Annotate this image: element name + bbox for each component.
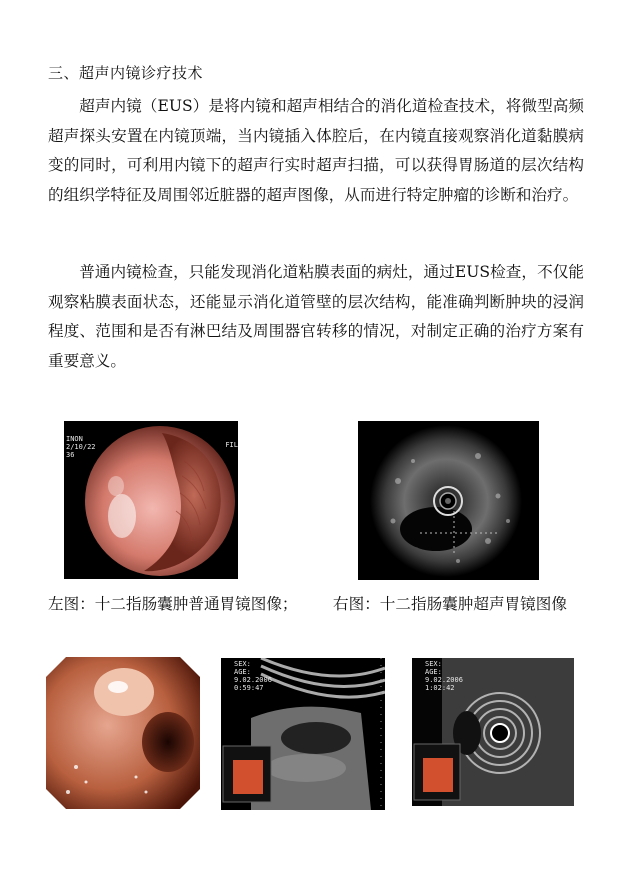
eus-radial-image-duodenal-cyst xyxy=(358,421,539,580)
paragraph-eus-advantages: 普通内镜检查，只能发现消化道粘膜表面的病灶，通过EUS检查，不仅能观察粘膜表面状态，还能显示消化道管壁的层次结构，能准确判断肿块的浸润程度、范围和是否有淋巴结及周围器官转移的情况，对制定正确的治疗方案有重要意义。 xyxy=(48,263,584,370)
endoscopy-image-duodenal-cyst xyxy=(64,421,238,579)
endoscopy-overlay-label: FIL xyxy=(225,441,238,449)
ultrasound-image-2 xyxy=(221,658,385,810)
endoscopy-overlay-text: INON 2/10/22 36 xyxy=(66,435,96,459)
ultrasound-image-3 xyxy=(412,658,574,806)
ultrasound-2-overlay-text: SEX: AGE: 9.02.2006 0:59:47 xyxy=(234,660,272,692)
caption-left: 左图：十二指肠囊肿普通胃镜图像； xyxy=(48,595,298,613)
ultrasound-3-overlay-text: SEX: AGE: 9.02.2006 1:02:42 xyxy=(425,660,463,692)
section-heading: 三、超声内镜诊疗技术 xyxy=(48,64,204,82)
endoscopy-image-2 xyxy=(46,657,200,809)
caption-right: 右图：十二指肠囊肿超声胃镜图像 xyxy=(333,595,567,613)
paragraph-eus-intro: 超声内镜（EUS）是将内镜和超声相结合的消化道检查技术，将微型高频超声探头安置在内镜顶端，当内镜插入体腔后，在内镜直接观察消化道黏膜病变的同时，可利用内镜下的超声行实时超声扫描，可以获得胃肠道的层次结构的组织学特征及周围邻近脏器的超声图像，从而进行特定肿瘤的诊断和治疗。 xyxy=(48,97,584,204)
